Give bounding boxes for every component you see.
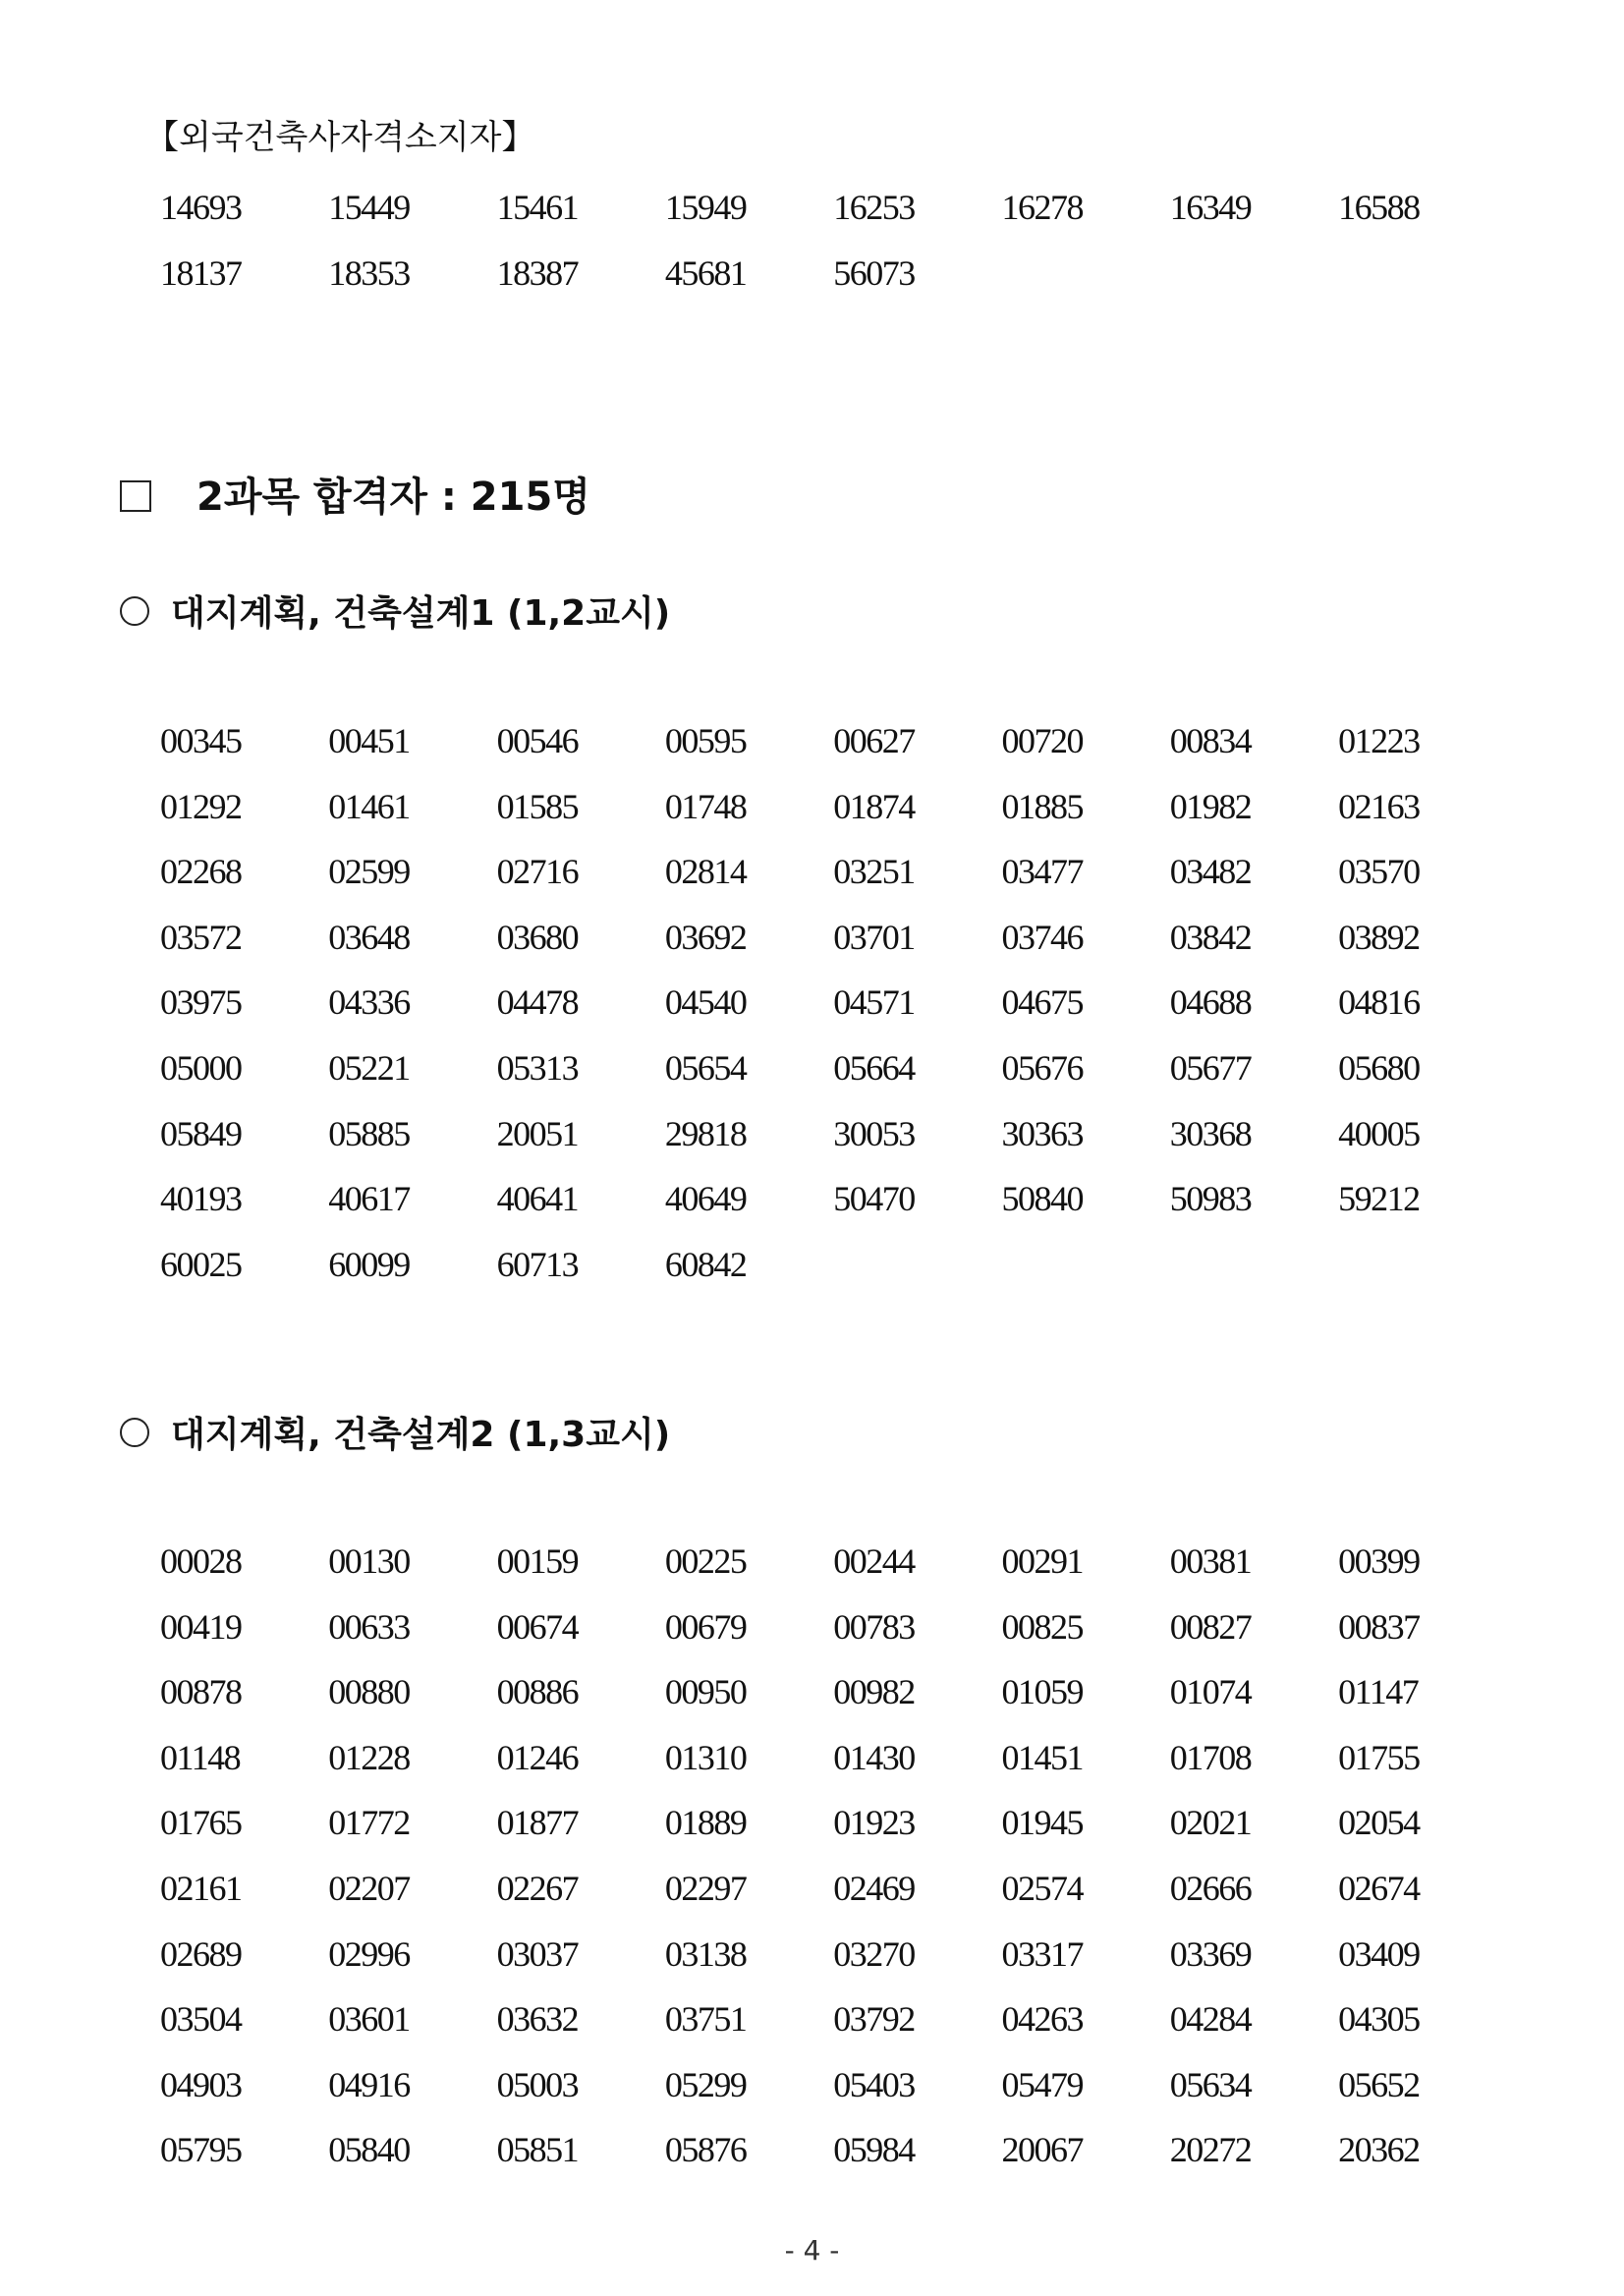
- candidate-number: 01765: [160, 1803, 242, 1843]
- candidate-number: 03482: [1169, 852, 1252, 892]
- candidate-number: 00546: [496, 721, 579, 760]
- candidate-number: 01059: [1001, 1672, 1083, 1712]
- candidate-number: 30363: [1001, 1113, 1083, 1153]
- candidate-number: 04263: [1001, 1999, 1083, 2040]
- candidate-number: 03504: [160, 1999, 242, 2040]
- candidate-number: 03701: [833, 917, 915, 957]
- candidate-number: 03632: [496, 1999, 579, 2040]
- candidate-number: 20272: [1169, 2130, 1252, 2170]
- candidate-number: 02574: [1001, 1869, 1083, 1908]
- candidate-number: 05885: [328, 1113, 410, 1153]
- candidate-number: 02054: [1338, 1803, 1420, 1843]
- candidate-number: 15461: [496, 188, 579, 227]
- candidate-number: 05876: [664, 2130, 747, 2170]
- candidate-number: 00878: [160, 1672, 242, 1712]
- candidate-number: 05221: [328, 1048, 410, 1088]
- section-two-subject-passers: [120, 466, 590, 522]
- candidate-number: 01310: [664, 1737, 747, 1777]
- candidate-number: 03570: [1338, 852, 1420, 892]
- candidate-number: 05849: [160, 1113, 242, 1153]
- list-row: [160, 1671, 1457, 1720]
- candidate-number: 01461: [328, 786, 410, 826]
- foreign-license-holders-heading: 【외국건축사자격소지자】: [145, 118, 535, 157]
- candidate-number: 05680: [1338, 1048, 1420, 1088]
- candidate-number: 02163: [1338, 786, 1420, 826]
- list-row: [160, 1868, 1457, 1917]
- candidate-number: 00130: [328, 1541, 410, 1581]
- candidate-number: 03648: [328, 917, 410, 957]
- list-row: [160, 917, 1457, 966]
- candidate-number: 03601: [328, 1999, 410, 2040]
- candidate-number: 03138: [664, 1933, 747, 1974]
- candidate-number: 30368: [1169, 1113, 1252, 1153]
- group-design2-title: 대지계획, 건축설계2 (1,3교시): [171, 1415, 671, 1455]
- candidate-number: 00381: [1169, 1541, 1252, 1581]
- list-row: [160, 1047, 1457, 1096]
- candidate-number: 00679: [664, 1606, 747, 1647]
- candidate-number: 03792: [833, 1999, 915, 2040]
- list-row: [160, 252, 1457, 302]
- candidate-number: 01923: [833, 1803, 915, 1843]
- candidate-number: 02674: [1338, 1869, 1420, 1908]
- list-row: [160, 851, 1457, 900]
- candidate-number: 05652: [1338, 2064, 1420, 2104]
- candidate-number: 03751: [664, 1999, 747, 2040]
- candidate-number: 04540: [664, 982, 747, 1023]
- group-design1-title: 대지계획, 건축설계1 (1,2교시): [171, 593, 671, 634]
- list-row: [160, 981, 1457, 1031]
- candidate-number: 05313: [496, 1048, 579, 1088]
- candidate-number: 00159: [496, 1541, 579, 1581]
- candidate-number: 20362: [1338, 2130, 1420, 2170]
- candidate-number: 40641: [496, 1179, 579, 1219]
- candidate-number: 03975: [160, 982, 242, 1023]
- candidate-number: 16253: [833, 188, 915, 227]
- candidate-number: 00595: [664, 721, 747, 760]
- candidate-number: 05299: [664, 2064, 747, 2104]
- candidate-number: 03317: [1001, 1933, 1083, 1974]
- list-row: [160, 2064, 1457, 2113]
- list-row: [160, 1737, 1457, 1786]
- candidate-number: 40193: [160, 1179, 242, 1219]
- section-two-subject-passers-title: 2과목 합격자 : 215명: [196, 475, 590, 520]
- candidate-number: 04816: [1338, 982, 1420, 1023]
- candidate-number: 60099: [328, 1244, 410, 1284]
- list-row: [160, 187, 1457, 236]
- candidate-number: 05003: [496, 2064, 579, 2104]
- candidate-number: 14693: [160, 188, 242, 227]
- candidate-number: 01708: [1169, 1737, 1252, 1777]
- candidate-number: 03680: [496, 917, 579, 957]
- candidate-number: 00783: [833, 1606, 915, 1647]
- list-row: [160, 1244, 1457, 1293]
- candidate-number: 03251: [833, 852, 915, 892]
- candidate-number: 02207: [328, 1869, 410, 1908]
- candidate-number: 18137: [160, 252, 242, 293]
- candidate-number: 20051: [496, 1113, 579, 1153]
- list-row: [160, 1802, 1457, 1851]
- candidate-number: 00225: [664, 1541, 747, 1581]
- candidate-number: 30053: [833, 1113, 915, 1153]
- group-design1-list: [160, 720, 1457, 1309]
- candidate-number: 00633: [328, 1606, 410, 1647]
- circle-bullet-icon: [120, 596, 149, 626]
- foreign-license-holders-list: [160, 187, 1457, 317]
- list-row: [160, 1113, 1457, 1162]
- candidate-number: 03369: [1169, 1933, 1252, 1974]
- candidate-number: 05795: [160, 2130, 242, 2170]
- candidate-number: 01982: [1169, 786, 1252, 826]
- candidate-number: 04903: [160, 2064, 242, 2104]
- candidate-number: 02689: [160, 1933, 242, 1974]
- candidate-number: 18353: [328, 252, 410, 293]
- candidate-number: 02996: [328, 1933, 410, 1974]
- candidate-number: 02267: [496, 1869, 579, 1908]
- candidate-number: 01748: [664, 786, 747, 826]
- candidate-number: 00674: [496, 1606, 579, 1647]
- candidate-number: 60842: [664, 1244, 747, 1284]
- candidate-number: 01889: [664, 1803, 747, 1843]
- candidate-number: 01885: [1001, 786, 1083, 826]
- candidate-number: 03692: [664, 917, 747, 957]
- candidate-number: 00451: [328, 721, 410, 760]
- candidate-number: 04688: [1169, 982, 1252, 1023]
- list-row: [160, 2129, 1457, 2178]
- candidate-number: 05403: [833, 2064, 915, 2104]
- candidate-number: 00399: [1338, 1541, 1420, 1581]
- list-row: [160, 720, 1457, 769]
- candidate-number: 00834: [1169, 721, 1252, 760]
- candidate-number: 05664: [833, 1048, 915, 1088]
- candidate-number: 00886: [496, 1672, 579, 1712]
- candidate-number: 16278: [1001, 188, 1083, 227]
- candidate-number: 05000: [160, 1048, 242, 1088]
- square-bullet-icon: [120, 480, 151, 512]
- candidate-number: 00720: [1001, 721, 1083, 760]
- list-row: [160, 1998, 1457, 2047]
- candidate-number: 05634: [1169, 2064, 1252, 2104]
- candidate-number: 02599: [328, 852, 410, 892]
- candidate-number: 01228: [328, 1737, 410, 1777]
- list-row: [160, 1540, 1457, 1590]
- candidate-number: 01292: [160, 786, 242, 826]
- candidate-number: 00419: [160, 1606, 242, 1647]
- candidate-number: 01585: [496, 786, 579, 826]
- candidate-number: 50983: [1169, 1179, 1252, 1219]
- candidate-number: 04916: [328, 2064, 410, 2104]
- candidate-number: 02469: [833, 1869, 915, 1908]
- candidate-number: 29818: [664, 1113, 747, 1153]
- candidate-number: 02021: [1169, 1803, 1252, 1843]
- candidate-number: 05677: [1169, 1048, 1252, 1088]
- candidate-number: 04305: [1338, 1999, 1420, 2040]
- candidate-number: 01874: [833, 786, 915, 826]
- group-design1-heading: [120, 586, 670, 636]
- candidate-number: 01755: [1338, 1737, 1420, 1777]
- group-design2-list: [160, 1540, 1457, 2195]
- candidate-number: 03270: [833, 1933, 915, 1974]
- candidate-number: 02161: [160, 1869, 242, 1908]
- candidate-number: 01246: [496, 1737, 579, 1777]
- candidate-number: 16588: [1338, 188, 1420, 227]
- candidate-number: 40617: [328, 1179, 410, 1219]
- list-row: [160, 1933, 1457, 1983]
- candidate-number: 01877: [496, 1803, 579, 1843]
- candidate-number: 01945: [1001, 1803, 1083, 1843]
- candidate-number: 01223: [1338, 721, 1420, 760]
- candidate-number: 00345: [160, 721, 242, 760]
- candidate-number: 03037: [496, 1933, 579, 1974]
- list-row: [160, 786, 1457, 835]
- candidate-number: 01148: [160, 1737, 241, 1777]
- candidate-number: 02666: [1169, 1869, 1252, 1908]
- candidate-number: 04284: [1169, 1999, 1252, 2040]
- candidate-number: 40005: [1338, 1113, 1420, 1153]
- circle-bullet-icon: [120, 1418, 149, 1447]
- candidate-number: 60025: [160, 1244, 242, 1284]
- candidate-number: 01074: [1169, 1672, 1252, 1712]
- candidate-number: 05840: [328, 2130, 410, 2170]
- candidate-number: 04478: [496, 982, 579, 1023]
- candidate-number: 02716: [496, 852, 579, 892]
- candidate-number: 40649: [664, 1179, 747, 1219]
- candidate-number: 18387: [496, 252, 579, 293]
- candidate-number: 05654: [664, 1048, 747, 1088]
- candidate-number: 02814: [664, 852, 747, 892]
- candidate-number: 15949: [664, 188, 747, 227]
- candidate-number: 01451: [1001, 1737, 1083, 1777]
- candidate-number: 03892: [1338, 917, 1420, 957]
- candidate-number: 50470: [833, 1179, 915, 1219]
- candidate-number: 00950: [664, 1672, 747, 1712]
- candidate-number: 00291: [1001, 1541, 1083, 1581]
- candidate-number: 05676: [1001, 1048, 1083, 1088]
- candidate-number: 01430: [833, 1737, 915, 1777]
- candidate-number: 20067: [1001, 2130, 1083, 2170]
- candidate-number: 59212: [1338, 1179, 1420, 1219]
- candidate-number: 05851: [496, 2130, 579, 2170]
- candidate-number: 04336: [328, 982, 410, 1023]
- candidate-number: 05984: [833, 2130, 915, 2170]
- candidate-number: 04571: [833, 982, 915, 1023]
- candidate-number: 03409: [1338, 1933, 1420, 1974]
- candidate-number: 01772: [328, 1803, 410, 1843]
- candidate-number: 00880: [328, 1672, 410, 1712]
- candidate-number: 00827: [1169, 1606, 1252, 1647]
- candidate-number: 00028: [160, 1541, 242, 1581]
- candidate-number: 03746: [1001, 917, 1083, 957]
- candidate-number: 02297: [664, 1869, 747, 1908]
- candidate-number: 02268: [160, 852, 242, 892]
- candidate-number: 45681: [664, 252, 747, 293]
- candidate-number: 00244: [833, 1541, 915, 1581]
- candidate-number: 15449: [328, 188, 410, 227]
- candidate-number: 00837: [1338, 1606, 1420, 1647]
- candidate-number: 01147: [1338, 1672, 1419, 1712]
- candidate-number: 00825: [1001, 1606, 1083, 1647]
- candidate-number: 60713: [496, 1244, 579, 1284]
- candidate-number: 56073: [833, 252, 915, 293]
- group-design2-heading: [120, 1407, 670, 1457]
- candidate-number: 50840: [1001, 1179, 1083, 1219]
- candidate-number: 00627: [833, 721, 915, 760]
- candidate-number: 00982: [833, 1672, 915, 1712]
- list-row: [160, 1178, 1457, 1227]
- candidate-number: 03842: [1169, 917, 1252, 957]
- candidate-number: 03572: [160, 917, 242, 957]
- list-row: [160, 1606, 1457, 1655]
- candidate-number: 03477: [1001, 852, 1083, 892]
- page-number: - 4 -: [784, 2234, 840, 2267]
- candidate-number: 16349: [1169, 188, 1252, 227]
- candidate-number: 05479: [1001, 2064, 1083, 2104]
- candidate-number: 04675: [1001, 982, 1083, 1023]
